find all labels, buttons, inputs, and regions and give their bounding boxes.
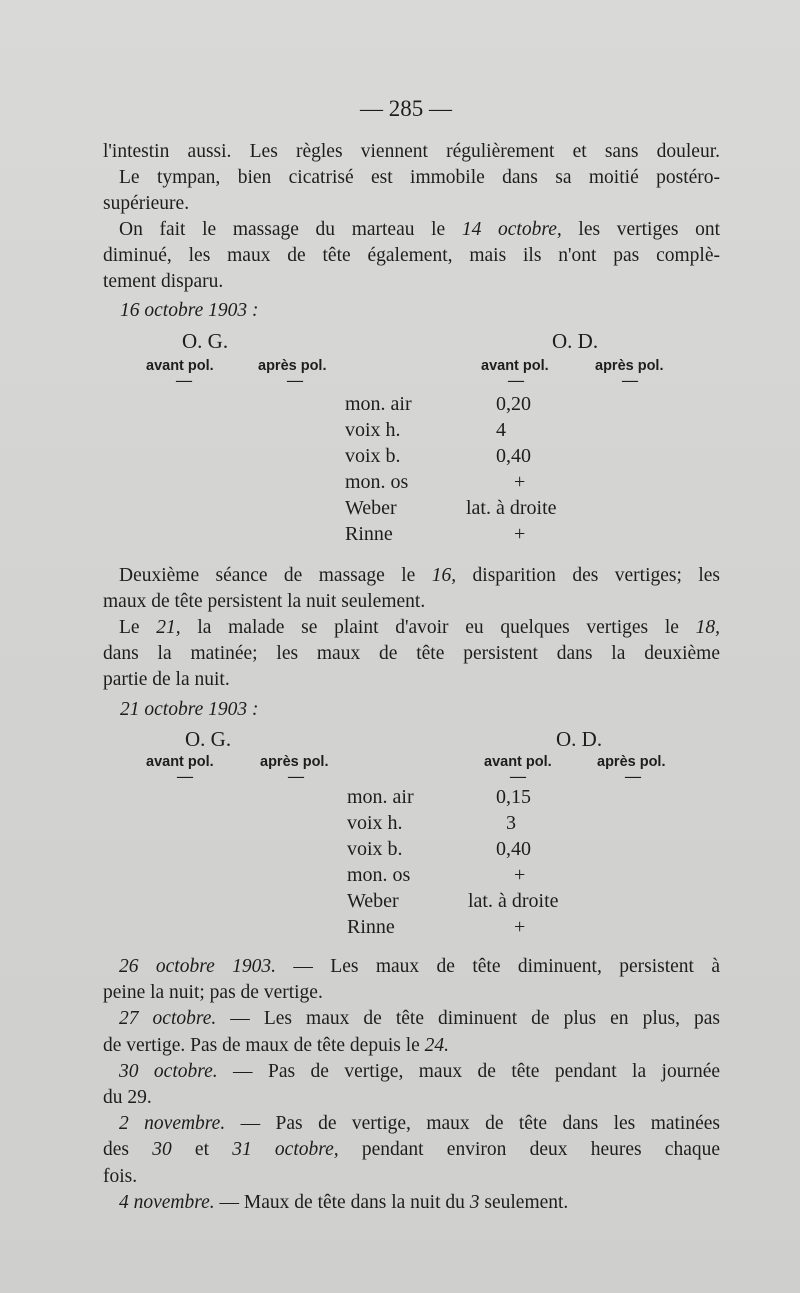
date-reference: 14 octobre, — [461, 219, 562, 240]
test-label: Rinne — [347, 916, 395, 938]
note-text: pendant environ deux heures chaque — [338, 1139, 721, 1161]
dash: — — [287, 372, 303, 389]
dash: — — [177, 768, 193, 785]
text-segment: disparition des vertiges; les — [456, 565, 720, 586]
text-line: l'intestin aussi. Les règles viennent régulièrement et sans douleur. — [103, 141, 720, 162]
dash: — — [288, 768, 304, 785]
dash: — — [622, 372, 638, 389]
date-reference: 24. — [424, 1034, 450, 1056]
paragraph-1 — [103, 139, 720, 218]
after-label-left: après pol. — [260, 754, 329, 770]
after-label-right: après pol. — [597, 754, 666, 770]
test-value: 0,40 — [496, 445, 531, 467]
test-value: + — [514, 523, 526, 545]
before-label-left: avant pol. — [146, 358, 214, 374]
test-label: mon. air — [345, 393, 412, 415]
note-text: du 29. — [103, 1087, 152, 1109]
exam-date: 16 octobre 1903 : — [120, 300, 259, 321]
text-line: diminué, les maux de tête également, mais ils n'ont pas complè- — [103, 245, 720, 267]
date-reference: 18, — [695, 617, 720, 638]
note-text: seulement. — [479, 1191, 569, 1213]
note-continuation — [103, 980, 720, 1006]
text-line: Le tympan, bien cicatrisé est immobile dans sa moitié postéro- — [119, 167, 720, 189]
paragraph-2 — [103, 217, 720, 296]
note-text: — Les maux de tête diminuent, persistent à — [276, 956, 720, 977]
note — [103, 1059, 720, 1085]
text-line: partie de la nuit. — [103, 669, 230, 691]
date-reference: 31 octobre, — [232, 1139, 339, 1161]
after-label-left: après pol. — [258, 358, 327, 374]
test-value: 3 — [506, 812, 516, 834]
note-continuation — [103, 1137, 720, 1163]
note — [103, 954, 720, 980]
test-label: Weber — [347, 890, 399, 912]
note-text: de vertige. Pas de maux de tête depuis le — [103, 1034, 425, 1056]
note-date: 30 octobre. — [119, 1060, 218, 1082]
date-reference: 16, — [431, 565, 457, 586]
left-ear-heading: O. G. — [182, 329, 229, 353]
test-labels — [347, 784, 414, 940]
note-text: peine la nuit; pas de vertige. — [103, 982, 323, 1004]
text-line: dans la matinée; les maux de tête persistent dans la deuxième — [103, 643, 720, 665]
date-reference: 3 — [469, 1191, 480, 1213]
note — [103, 1190, 720, 1216]
note-text: fois. — [103, 1165, 138, 1187]
text-line: tement disparu. — [103, 271, 224, 293]
test-value: lat. à droite — [466, 497, 557, 519]
test-values — [460, 391, 590, 547]
text-segment: les vertiges ont — [561, 219, 721, 240]
date-reference: 21, — [156, 617, 181, 638]
before-label-right: avant pol. — [481, 358, 549, 374]
test-label: voix b. — [345, 445, 401, 467]
text-line: supérieure. — [103, 193, 190, 215]
note-text: — Maux de tête dans la nuit du — [214, 1191, 470, 1213]
test-value: + — [514, 916, 526, 938]
test-label: voix b. — [347, 838, 403, 860]
test-label: mon. os — [347, 864, 411, 886]
date-reference: 30 — [152, 1139, 172, 1161]
test-label: voix h. — [347, 812, 403, 834]
before-label-right: avant pol. — [484, 754, 552, 770]
after-label-right: après pol. — [595, 358, 664, 374]
test-label: mon. air — [347, 786, 414, 808]
test-value: lat. à droite — [468, 890, 559, 912]
text-line: maux de tête persistent la nuit seulement. — [103, 591, 426, 613]
dated-notes — [103, 954, 720, 1216]
test-label: mon. os — [345, 471, 409, 493]
note-continuation — [103, 1033, 720, 1059]
dash: — — [510, 768, 526, 785]
text-segment: Deuxième séance de massage le — [119, 565, 432, 586]
test-label: Weber — [345, 497, 397, 519]
page-number: — 285 — — [360, 96, 452, 121]
dash: — — [176, 372, 192, 389]
dash: — — [508, 372, 524, 389]
note-date: 26 octobre 1903. — [119, 956, 276, 977]
note-text: et — [171, 1139, 233, 1161]
test-label: Rinne — [345, 523, 393, 545]
text-segment: Le — [119, 617, 157, 638]
dash: — — [625, 768, 641, 785]
test-value: 0,15 — [496, 786, 531, 808]
text-segment: On fait le massage du marteau le — [119, 219, 462, 240]
right-ear-heading: O. D. — [552, 329, 599, 353]
note — [103, 1111, 720, 1137]
note-text: — Les maux de tête diminuent de plus en plus, pas — [216, 1008, 721, 1030]
note-date: 2 novembre. — [119, 1113, 226, 1135]
test-value: 0,40 — [496, 838, 531, 860]
note-date: 27 octobre. — [119, 1008, 217, 1030]
note-text: — Pas de vertige, maux de tête pendant la journée — [217, 1060, 720, 1082]
test-labels — [345, 391, 412, 547]
test-value: 4 — [496, 419, 506, 441]
note-date: 4 novembre. — [119, 1191, 215, 1213]
paragraph-3 — [103, 563, 720, 615]
test-values — [462, 784, 592, 940]
note-continuation — [103, 1164, 720, 1190]
test-label: voix h. — [345, 419, 401, 441]
paragraph-4 — [103, 615, 720, 694]
test-value: + — [514, 864, 526, 886]
exam-date: 21 octobre 1903 : — [120, 699, 259, 720]
note-continuation — [103, 1085, 720, 1111]
test-value: 0,20 — [496, 393, 531, 415]
before-label-left: avant pol. — [146, 754, 214, 770]
note-text: — Pas de vertige, maux de tête dans les matinées — [225, 1113, 721, 1135]
left-ear-heading: O. G. — [185, 727, 232, 751]
right-ear-heading: O. D. — [556, 727, 603, 751]
test-value: + — [514, 471, 526, 493]
note — [103, 1006, 720, 1032]
text-segment: la malade se plaint d'avoir eu quelques vertiges le — [180, 617, 696, 638]
note-text: des — [103, 1139, 153, 1161]
